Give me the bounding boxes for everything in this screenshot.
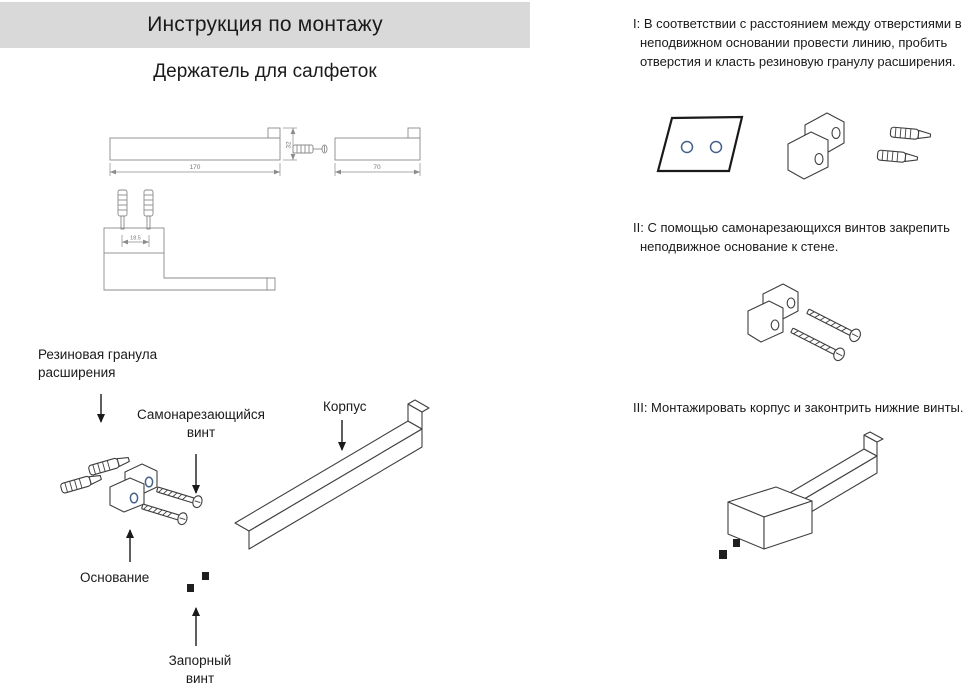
wall-plate (658, 117, 742, 171)
top-view (104, 190, 275, 290)
set-screw-part (202, 572, 209, 580)
header-bar (0, 2, 530, 48)
assembled-holder (728, 432, 883, 549)
dim-length: 170 (189, 164, 201, 171)
anchor-part (60, 473, 102, 494)
label-base: Основание (80, 570, 150, 585)
drill-hole (711, 142, 722, 153)
side-view (293, 128, 420, 176)
screw-part (789, 324, 847, 362)
step-1-illustration (645, 98, 957, 216)
technical-drawing (75, 105, 447, 305)
dim-depth: 70 (373, 164, 381, 171)
holder-body-part (235, 400, 429, 549)
label-expansion-anchor: Резиновая гранула расширения (38, 347, 158, 380)
step-3-illustration (690, 428, 930, 593)
screw-part (141, 501, 189, 526)
anchor-part (877, 150, 918, 163)
set-screw-part (733, 539, 740, 547)
front-view (110, 128, 297, 176)
step-2-illustration (725, 277, 925, 389)
set-screw-part (187, 584, 194, 592)
anchor-icon (118, 190, 127, 229)
anchor-screw-icon (293, 145, 327, 153)
base-part (110, 464, 157, 512)
exploded-diagram (30, 390, 460, 694)
step-1-text: I: В соответствии с расстоянием между отверстиями в неподвижном основании провести линию, пробить отверстия и класть резиновую гранулу расширения. (633, 16, 962, 70)
screw-part (805, 305, 863, 343)
label-self-tapping-screw: Самонарезающийся винт (137, 407, 265, 440)
anchor-part (890, 127, 931, 140)
dim-height: 32 (285, 141, 293, 149)
page-title: Инструкция по монтажу (147, 13, 383, 36)
product-subtitle: Держатель для салфеток (153, 61, 377, 82)
base-part (788, 113, 844, 179)
dim-hole-spacing: 18.5 (130, 235, 141, 242)
set-screw-part (719, 550, 727, 559)
drill-hole (682, 142, 693, 153)
anchor-part (88, 455, 130, 476)
step-2-text: II: С помощью самонарезающихся винтов закрепить неподвижное основание к стене. (633, 220, 950, 255)
label-set-screw: Запорный винт (168, 653, 232, 686)
anchor-icon (144, 190, 153, 229)
base-part (748, 284, 798, 342)
step-3-text: III: Монтажировать корпус и законтрить нижние винты. (633, 400, 964, 415)
label-body: Корпус (323, 399, 367, 414)
